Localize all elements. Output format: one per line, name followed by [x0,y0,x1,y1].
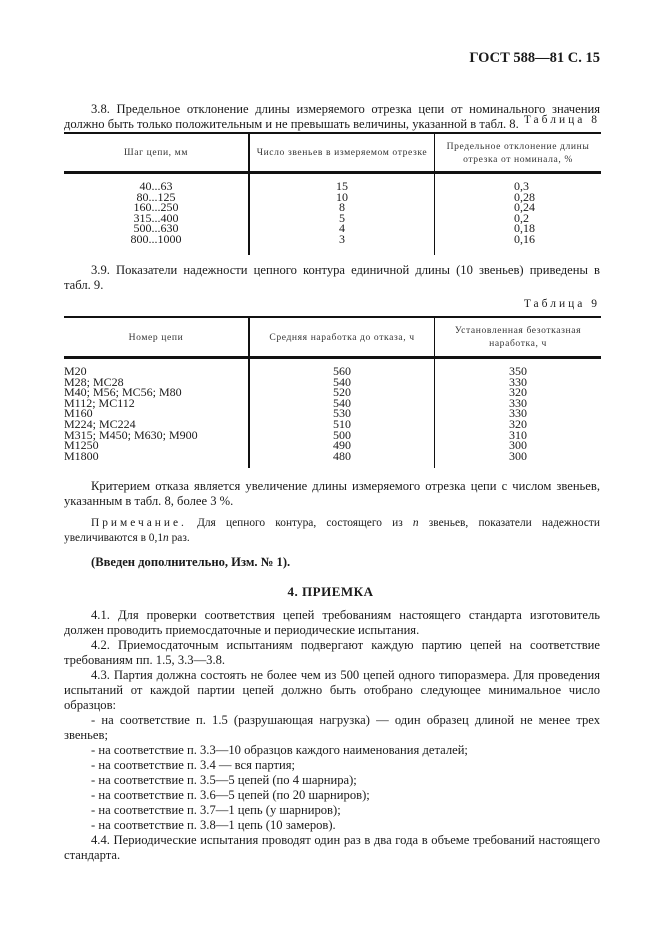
table-8-header-pitch: Шаг цепи, мм [64,133,249,173]
table-9-cell: 540 [333,395,351,410]
table-9-cell: 310 [509,427,527,442]
list-item: - на соответствие п. 1.5 (разрушающая нагрузка) — один образец длиной не менее трех звеньев; [64,713,600,742]
amendment-note: (Введен дополнительно, Изм. № 1). [91,555,291,569]
note [64,516,600,546]
table-9 [64,316,601,468]
table-9-cell: 560 [333,364,351,378]
paragraph-4-2: 4.2. Приемосдаточным испытаниям подвергают каждую партию цепей на соответствие требованиям пп. 1.5, 3.3—3.8. [64,638,600,667]
table-8-cell: 500...630 [133,221,179,236]
table-9-cell: М112; МС112 [64,395,135,410]
table-8-cell: 800...1000 [130,231,182,246]
table-9-cell: 300 [509,438,527,453]
list-item: - на соответствие п. 3.4 — вся партия; [91,758,296,772]
table-8-cell: 15 [336,179,348,193]
note-var: n [163,532,169,544]
table-9-cell: М1800 [64,448,99,463]
table-9-cell: 330 [509,374,527,389]
list-item: - на соответствие п. 3.3—10 образцов каждого наименования деталей; [91,743,468,757]
section-4-body [64,608,600,863]
table-9-cell: М28; МС28 [64,374,124,389]
table-9-header-mean-time: Средняя наработка до отказа, ч [249,317,435,358]
paragraph-4-1: 4.1. Для проверки соответствия цепей требованиям настоящего стандарта изготовитель должен проводить приемосдаточные и периодические испытания. [64,608,600,637]
page-header: ГОСТ 588—81 С. 15 [469,50,600,66]
table-9-cell: 540 [333,374,351,389]
table-8-cell: 0,18 [514,221,535,236]
table-9-cell: М40; М56; МС56; М80 [64,385,182,400]
table-8-cell: 0,16 [514,231,535,246]
table-9-cell: 480 [333,448,351,463]
note-text: звеньев, показатели надежности увеличиваются в 0,1 [64,517,600,544]
table-9-cell: 500 [333,427,351,442]
table-9-cell: М315; М450; М630; М900 [64,427,198,442]
table-8-cell: 10 [336,189,348,204]
table-8-cell: 0,2 [514,210,529,225]
table-8-cell: 0,28 [514,189,535,204]
list-item: - на соответствие п. 3.6—5 цепей (по 20 шарниров); [91,788,370,802]
table-9-cell: 520 [333,385,351,400]
table-9-cell: 320 [509,416,527,431]
table-9-cell: 350 [509,364,527,378]
table-9-cell: 320 [509,385,527,400]
table-8-cell: 4 [339,221,345,236]
note-var: n [412,517,419,529]
table-8-header-deviation: Предельное отклонение длины отрезка от номинала, % [446,140,590,165]
table-8-cell: 40...63 [139,179,173,193]
table-9-body [64,358,601,469]
table-8-cell: 0,3 [514,179,529,193]
paragraph-3-8: 3.8. Предельное отклонение длины измеряемого отрезка цепи от номинального значения должно быть только положительным и не превышать величины, указанной в табл. 8. [64,102,600,131]
section-4-title: 4. ПРИЕМКА [287,584,374,599]
list-item: - на соответствие п. 3.7—1 цепь (у шарниров); [91,803,341,817]
paragraph-failure-criterion: Критерием отказа является увеличение длины измеряемого отрезка цепи с числом звеньев, указанным в табл. 8, более 3 %. [64,479,600,508]
list-item: - на соответствие п. 3.5—5 цепей (по 4 шарнира); [91,773,357,787]
table-9-cell: 330 [509,395,527,410]
note-label: Примечание. [91,517,187,529]
table-8-header-links: Число звеньев в измеряемом отрезке [249,133,435,173]
table-8 [64,132,601,255]
note-text: Для цепного контура, состоящего из [186,517,413,529]
note-text: раз. [168,532,190,544]
table-9-cell: 490 [333,438,351,453]
table-9-cell: М20 [64,364,87,378]
table-8-cell: 3 [339,231,345,246]
table-8-cell: 8 [339,200,345,215]
table-9-cell: 510 [333,416,351,431]
table-8-caption: Таблица 8 [523,114,600,126]
table-9-cell: М160 [64,406,93,421]
table-9-cell: 530 [333,406,351,421]
table-9-header-chain-number: Номер цепи [64,317,249,358]
table-9-cell: М1250 [64,438,99,453]
paragraph-3-9: 3.9. Показатели надежности цепного контура единичной длины (10 звеньев) приведены в табл. 9. [64,263,600,292]
table-9-cell: М224; МС224 [64,416,136,431]
table-8-cell: 0,24 [514,200,535,215]
table-9-caption: Таблица 9 [523,298,600,310]
table-8-body [64,173,601,256]
paragraph-4-3: 4.3. Партия должна состоять не более чем из 500 цепей одного типоразмера. Для проведения испытаний от каждой партии цепей должно быть отобрано следующее минимальное число образцов: [64,668,600,712]
table-8-cell: 160...250 [133,200,179,215]
table-9-cell: 330 [509,406,527,421]
table-8-cell: 315...400 [133,210,179,225]
table-9-cell: 300 [509,448,527,463]
list-item: - на соответствие п. 3.8—1 цепь (10 замеров). [91,818,336,832]
table-9-header-reliable-time: Установленная безотказная наработка, ч [454,325,582,349]
table-8-cell: 5 [339,210,345,225]
table-8-cell: 80...125 [136,189,176,204]
paragraph-4-4: 4.4. Периодические испытания проводят один раз в два года в объеме требований настоящего стандарта. [64,833,600,862]
